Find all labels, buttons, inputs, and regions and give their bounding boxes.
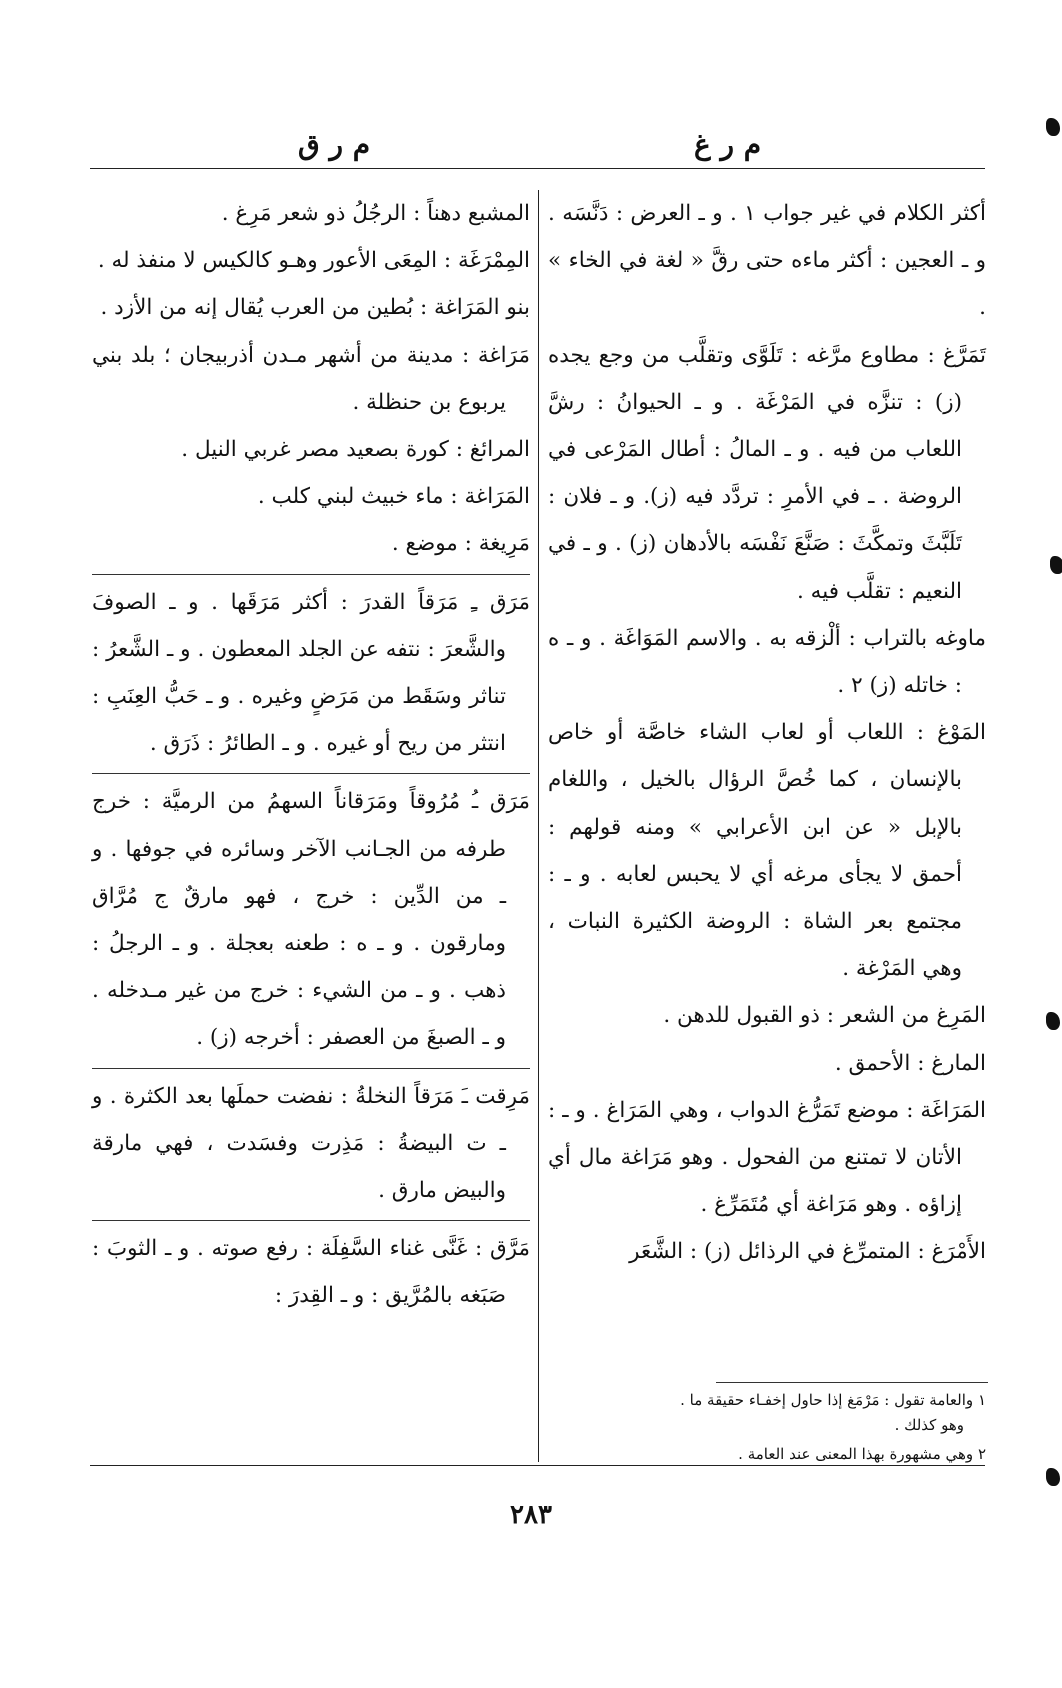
scan-edge-mark	[1046, 1012, 1060, 1030]
footnote-text: والعامة تقول : مَرْمَغ إذا حاول إخفـاء حقيقة ما .	[680, 1391, 974, 1409]
column-divider	[538, 190, 539, 1462]
entry: مَرَاغة : مدينة من أشهر مـدن أذربيجان ؛ بلد بني يربوع بن حنظلة .	[92, 342, 530, 415]
entry: المَوْغ : اللعاب أو لعاب الشاء خاصَّة أو خاص بالإنسان ، كما خُصَّ الرؤال بالخيل ، واللغام بالإبل « عن ابن الأعرابي » ومنه قولهم : أحمق لا يجأى مرغه أي لا يحبس لعابه . و ـ : مجتمع بعر الشاة : الروضة الكثيرة النبات ، وهي المَرْغة .	[548, 720, 986, 982]
footnote-text: وهي مشهورة بهذا المعنى عند العامة .	[738, 1445, 974, 1463]
entry: بنو المَرَاغة : بُطين من العرب يُقال إنه من الأزد .	[100, 295, 530, 321]
footnote-number: ١	[977, 1391, 986, 1409]
entry: المارغ : الأحمق .	[834, 1050, 986, 1076]
footnote-number: ٢	[977, 1445, 986, 1463]
entry: مَرِقت ـَ مَرَقاً النخلةُ : نفضت حملَها بعد الكثرة . و ـ ت البيضةُ : مَذِرت وفسَدت ، فهي مارقة والبيض مارق .	[92, 1068, 530, 1215]
entry: ماوغه بالتراب : ألْزقه به . والاسم المَوَاغَة . و ـ ه : خاتله (ز) ٢ .	[548, 625, 986, 699]
footnotes	[548, 1388, 986, 1471]
page-number: ٢٨٣	[510, 1500, 552, 1530]
entry: المشبع دهناً : الرجُلُ ذو شعر مَرِغ .	[221, 201, 530, 226]
scan-edge-mark	[1046, 118, 1060, 136]
entry: المِمْرَغَة : المِعَى الأعور وهـو كالكيس لا منفذ له .	[97, 248, 530, 274]
footnote	[548, 1442, 986, 1467]
entry: مَرِيغة : موضع .	[391, 531, 530, 557]
entry: المَرَاغة : ماء خبيث لبني كلب .	[257, 484, 530, 510]
footnote	[548, 1388, 986, 1438]
header-root-right: م ر غ	[694, 128, 762, 161]
entry: مَرَق ـِ مَرَقاً القدرَ : أكثر مَرَقَها . و ـ الصوفَ والشَّعرَ : نتفه عن الجلد المعطون . و ـ الشَّعرُ : تناثر وسَقَط من مَرَضٍ وغيره . و ـ حَبُّ العِنَبِ : انتثر من ريح أو غيره . و ـ الطائرُ : ذَرَق .	[92, 574, 530, 768]
header-root-left: م ر ق	[298, 128, 371, 161]
footnote-continuation: وهو كذلك .	[894, 1416, 964, 1434]
header-rule	[90, 168, 985, 169]
entry: المرائغ : كورة بصعيد مصر غربي النيل .	[181, 437, 530, 463]
entry: المَرَاغَة : موضع تَمَرُّغ الدواب ، وهي المَرَاغ . و ـ : الأتان لا تمتنع من الفحول . وهو مَرَاغة مال أي إزاؤه . وهو مَرَاغة أي مُتَمَرِّغ .	[548, 1097, 986, 1218]
scan-edge-mark	[1050, 556, 1062, 574]
footer-rule	[90, 1465, 985, 1466]
entry: مَرَق ـُ مُرُوقاً ومَرَقاناً السهمُ من الرميَّة : خرج طرفه من الجـانب الآخر وسائره في جوفها . و ـ من الدِّين : خرج ، فهو مارقٌ ج مُرَّاق ومارقون . و ـ ه : طعنه بعجلة . و ـ الرجلُ : ذهب . و ـ من الشيء : خرج من غير مـدخله . و ـ الصبغَ من العصفر : أخرجه (ز) .	[92, 773, 530, 1061]
entry: الأَمْرَغ : المتمرِّغ في الرذائل (ز) : الشَّعَر	[629, 1239, 986, 1265]
entry: أكثر الكلام في غير جواب ١ . و ـ العرض : دَنَّسَه . و ـ العجين : أكثر ماءه حتى رقَّ « لغة في الخاء » .	[548, 201, 987, 321]
entry: تَمَرَّغ : مطاوع مرَّغه : تَلَوَّى وتقلَّب من وجع يجده (ز) : تنزَّه في المَرْغَة . و ـ الحيوانُ : رشَّ اللعاب من فيه . و ـ المالُ : أطال المَرْعى في الروضة . ـ في الأمرِ : تردَّد فيه (ز). و ـ فلان : تَلَبَّثَ وتمكَّثَ : صَنَّعَ نَفْسَه بالأدهان (ز) . و ـ في النعيم : تقلَّب فيه .	[548, 342, 986, 604]
left-column	[92, 190, 530, 1320]
footnote-rule	[716, 1382, 988, 1383]
entry: مَرَّق : غَنَّى غناء السَّفِلَة : رفع صوته . و ـ الثوبَ : صَبَغه بالمُرَّيق : و ـ القِدرَ :	[92, 1220, 530, 1319]
scan-edge-mark	[1046, 1468, 1060, 1486]
right-column	[548, 190, 986, 1276]
entry: المَرِغ من الشعر : ذو القبول للدهن .	[663, 1003, 986, 1029]
